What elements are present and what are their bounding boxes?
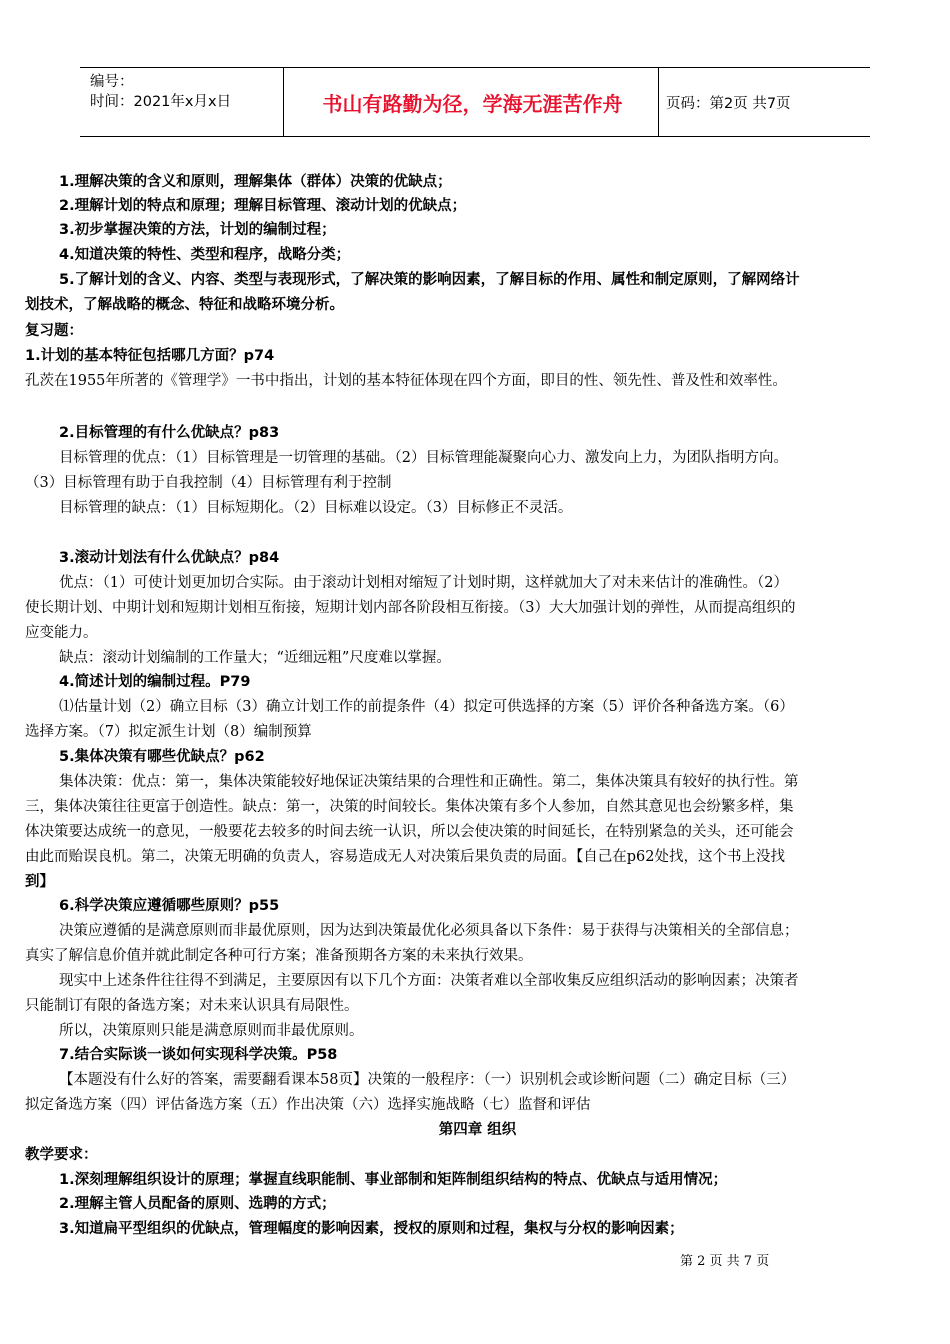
- objective-3: 3.初步掌握决策的方法，计划的编制过程；: [59, 222, 336, 238]
- answer-2-line-3: 目标管理的缺点：（1）目标短期化。（2）目标难以设定。（3）目标修正不灵活。: [59, 500, 573, 516]
- answer-5-line-3: 体决策要达成统一的意见，一般要花去较多的时间去统一认识，所以会使决策的时间延长，在特别紧急的关头，还可能会: [25, 824, 794, 840]
- objective-2: 2.理解计划的特点和原理；理解目标管理、滚动计划的优缺点；: [59, 198, 467, 214]
- answer-2-line-1: 目标管理的优点：（1）目标管理是一切管理的基础。（2）目标管理能凝聚向心力、激发向上力，为团队指明方向。: [59, 450, 788, 466]
- question-3: 3.滚动计划法有什么优缺点？p84: [59, 550, 280, 566]
- answer-5-line-5: 到】: [25, 874, 54, 890]
- question-4: 4.简述计划的编制过程。P79: [59, 674, 251, 690]
- answer-7-line-1: 【本题没有什么好的答案，需要翻看课本58页】决策的一般程序：（一）识别机会或诊断问题（二）确定目标（三）: [59, 1072, 796, 1088]
- answer-1: 孔茨在1955年所著的《管理学》一书中指出，计划的基本特征体现在四个方面，即目的性、领先性、普及性和效率性。: [25, 373, 787, 389]
- answer-4-line-1: ⑴估量计划（2）确立目标（3）确立计划工作的前提条件（4）拟定可供选择的方案（5）评价各种备选方案。（6）: [59, 699, 794, 715]
- answer-6-line-5: 所以，决策原则只能是满意原则而非最优原则。: [59, 1023, 364, 1039]
- requirement-1: 1.深刻理解组织设计的原理；掌握直线职能制、事业部制和矩阵制组织结构的特点、优缺点与适用情况；: [59, 1172, 728, 1188]
- header-page-label: 页码：第2页 共7页: [666, 95, 791, 112]
- chapter-title: 第四章 组织: [438, 1122, 517, 1138]
- answer-7-line-2: 拟定备选方案（四）评估备选方案（五）作出决策（六）选择实施战略（七）监督和评估: [25, 1097, 591, 1113]
- answer-6-line-3: 现实中上述条件往往得不到满足，主要原因有以下几个方面：决策者难以全部收集反应组织活动的影响因素；决策者: [59, 973, 799, 989]
- page-footer: 第 2 页 共 7 页: [680, 1254, 770, 1269]
- header-motto: 书山有路勤为径，学海无涯苦作舟: [322, 91, 623, 116]
- answer-6-line-2: 真实了解信息价值并就此制定各种可行方案；准备预期各方案的未来执行效果。: [25, 948, 533, 964]
- header-divider-left: [283, 68, 284, 136]
- requirement-2: 2.理解主管人员配备的原则、选聘的方式；: [59, 1196, 336, 1212]
- answer-5-line-1: 集体决策：优点：第一，集体决策能较好地保证决策结果的合理性和正确性。第二，集体决策具有较好的执行性。第: [59, 774, 799, 790]
- answer-6-line-1: 决策应遵循的是满意原则而非最优原则，因为达到决策最优化必须具备以下条件：易于获得与决策相关的全部信息；: [59, 923, 799, 939]
- header-number-label: 编号：: [90, 74, 134, 90]
- answer-5-line-2: 三，集体决策往往更富于创造性。缺点：第一，决策的时间较长。集体决策有多个人参加，自然其意见也会纷繁多样，集: [25, 799, 794, 815]
- question-6: 6.科学决策应遵循哪些原则？p55: [59, 898, 280, 914]
- page-header: [80, 67, 870, 137]
- header-left-cell: [90, 72, 231, 112]
- answer-4-line-2: 选择方案。（7）拟定派生计划（8）编制预算: [25, 724, 312, 740]
- question-5: 5.集体决策有哪些优缺点？p62: [59, 749, 265, 765]
- header-date-label: 时间：2021年x月x日: [90, 94, 232, 110]
- question-7: 7.结合实际谈一谈如何实现科学决策。P58: [59, 1047, 338, 1063]
- answer-3-line-3: 应变能力。: [25, 625, 98, 641]
- objective-5: 5.了解计划的含义、内容、类型与表现形式，了解决策的影响因素，了解目标的作用、属性和制定原则，了解网络计: [59, 272, 800, 288]
- objective-5-cont: 划技术，了解战略的概念、特征和战略环境分析。: [25, 297, 344, 313]
- answer-5-line-4: 由此而贻误良机。第二，决策无明确的负责人，容易造成无人对决策后果负责的局面。【自己在p62处找，这个书上没找: [25, 849, 785, 865]
- objective-4: 4.知道决策的特性、类型和程序，战略分类；: [59, 247, 351, 263]
- answer-3-line-2: 使长期计划、中期计划和短期计划相互衔接，短期计划内部各阶段相互衔接。（3）大大加强计划的弹性，从而提高组织的: [25, 600, 796, 616]
- answer-6-line-4: 只能制订有限的备选方案；对未来认识具有局限性。: [25, 998, 359, 1014]
- objective-1: 1.理解决策的含义和原则，理解集体（群体）决策的优缺点；: [59, 174, 452, 190]
- answer-3-line-1: 优点：（1）可使计划更加切合实际。由于滚动计划相对缩短了计划时期，这样就加大了对未来估计的准确性。（2）: [59, 575, 788, 591]
- review-heading: 复习题：: [25, 323, 83, 339]
- question-1: 1.计划的基本特征包括哪几方面？p74: [25, 348, 275, 364]
- header-divider-right: [658, 68, 659, 136]
- answer-3-line-4: 缺点：滚动计划编制的工作量大；“近细远粗”尺度难以掌握。: [59, 650, 451, 666]
- teaching-requirements-heading: 教学要求：: [25, 1147, 98, 1163]
- requirement-3: 3.知道扁平型组织的优缺点，管理幅度的影响因素，授权的原则和过程，集权与分权的影响因素；: [59, 1221, 684, 1237]
- answer-2-line-2: （3）目标管理有助于自我控制（4）目标管理有利于控制: [25, 475, 392, 491]
- question-2: 2.目标管理的有什么优缺点？p83: [59, 425, 280, 441]
